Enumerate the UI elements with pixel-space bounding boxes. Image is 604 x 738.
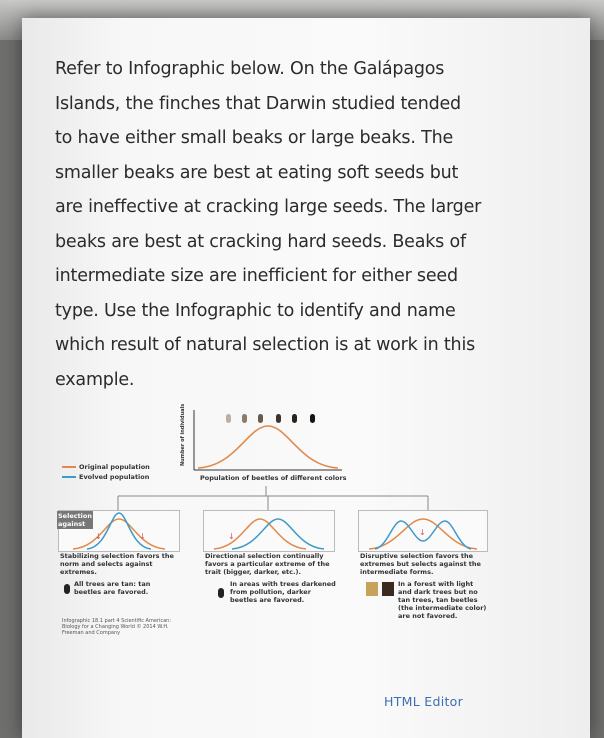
legend-evolved-swatch <box>62 476 76 478</box>
directional-curves <box>204 511 334 551</box>
question-text: Refer to Infographic below. On the Galápagos Islands, the finches that Darwin studied tended to have either small beaks or large beaks. The smaller beaks are best at eating soft seeds but are ineffective at cracking large seeds. The larger beaks are best at cracking hard seeds. Beaks of intermediate size are inefficient for either seed type. Use the Infographic to identify and name which result of natural selection is at work in this example. <box>55 59 482 390</box>
x-axis-label: Population of beetles of different colors <box>200 474 347 482</box>
legend-original-swatch <box>62 466 76 468</box>
legend-original: Original population <box>62 463 150 471</box>
connector-lines <box>58 486 488 512</box>
disruptive-description: Disruptive selection favors the extremes but selects against the intermediate forms. <box>360 552 481 576</box>
infographic-credit: Infographic 18.1 part 4 Scientific American: Biology for a Changing World © 2014 W.H. Freeman and Company <box>62 618 172 636</box>
svg-text:↓: ↓ <box>139 532 146 541</box>
disruptive-curves <box>359 511 487 551</box>
disruptive-panel <box>358 510 488 552</box>
directional-example: In areas with trees darkened from pollution, darker beetles are favored. <box>230 580 336 604</box>
selection-against-label: Selection against <box>58 512 93 528</box>
y-axis-label: Number of individuals <box>180 403 186 466</box>
directional-panel <box>203 510 335 552</box>
tan-beetle-icon <box>64 584 70 594</box>
svg-text:↓: ↓ <box>228 532 235 541</box>
svg-text:↓: ↓ <box>419 528 426 537</box>
stabilizing-panel <box>58 510 180 552</box>
legend-evolved: Evolved population <box>62 473 149 481</box>
natural-selection-infographic <box>58 403 488 658</box>
stabilizing-example: All trees are tan: tan beetles are favored. <box>74 580 151 596</box>
stabilizing-description: Stabilizing selection favors the norm and selects against extremes. <box>60 552 174 576</box>
dark-beetle-icon <box>218 588 224 598</box>
light-tree-icon <box>366 582 378 596</box>
html-editor-link[interactable]: HTML Editor <box>384 694 464 709</box>
directional-description: Directional selection continually favors a particular extreme of the trait (bigger, darker, etc.). <box>205 552 330 576</box>
disruptive-example: In a forest with light and dark trees but no tan trees, tan beetles (the intermediate color) are not favored. <box>398 580 487 620</box>
dark-tree-icon <box>382 582 394 596</box>
svg-text:↓: ↓ <box>95 532 102 541</box>
population-chart <box>186 408 346 480</box>
